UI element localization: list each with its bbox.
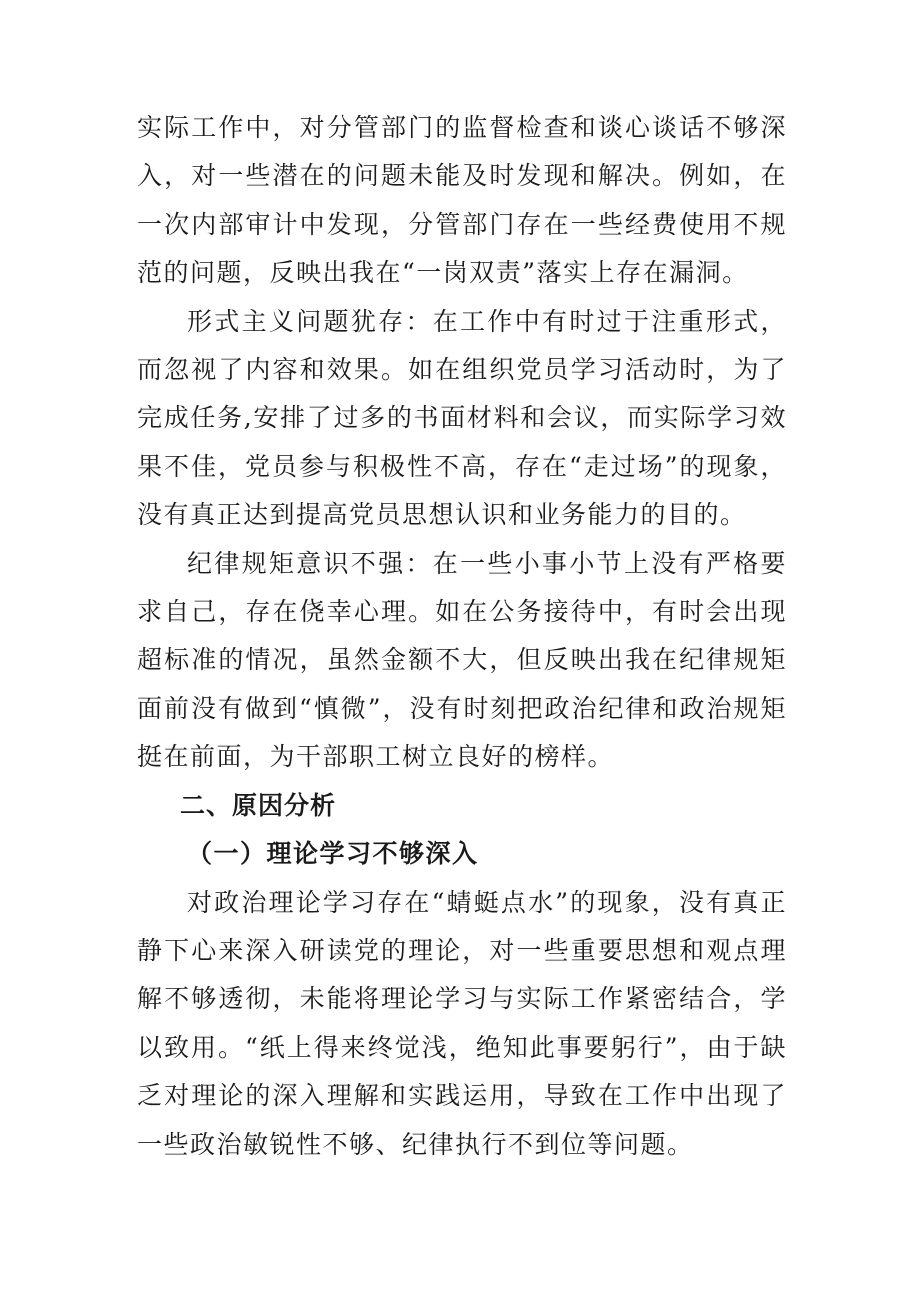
- paragraph-formalism: 形式主义问题犹存：在工作中有时过于注重形式，而忽视了内容和效果。如在组织党员学习活动时，为了完成任务,安排了过多的书面材料和会议，而实际学习效果不佳，党员参与积极性不高，存在“走过场”的现象，没有真正达到提高党员思想认识和业务能力的目的。: [137, 306, 787, 530]
- section-heading: 二、原因分析: [180, 790, 337, 820]
- paragraph-oversight: 实际工作中，对分管部门的监督检查和谈心谈话不够深入，对一些潜在的问题未能及时发现和解决。例如，在一次内部审计中发现，分管部门存在一些经费使用不规范的问题，反映出我在“一岗双责”落实上存在漏洞。: [137, 113, 787, 288]
- paragraph-theory-study: 对政治理论学习存在“蜻蜓点水”的现象，没有真正静下心来深入研读党的理论，对一些重要思想和观点理解不够透彻，未能将理论学习与实际工作紧密结合，学以致用。“纸上得来终觉浅，绝知此事要躬行”，由于缺乏对理论的深入理解和实践运用，导致在工作中出现了一些政治敏锐性不够、纪律执行不到位等问题。: [137, 887, 787, 1159]
- document-body: [137, 104, 787, 1169]
- paragraph-discipline: 纪律规矩意识不强：在一些小事小节上没有严格要求自己，存在侥幸心理。如在公务接待中，有时会出现超标准的情况，虽然金额不大，但反映出我在纪律规矩面前没有做到“慎微”，没有时刻把政治纪律和政治规矩挺在前面，为干部职工树立良好的榜样。: [137, 548, 787, 772]
- subsection-heading: （一）理论学习不够深入: [187, 839, 479, 869]
